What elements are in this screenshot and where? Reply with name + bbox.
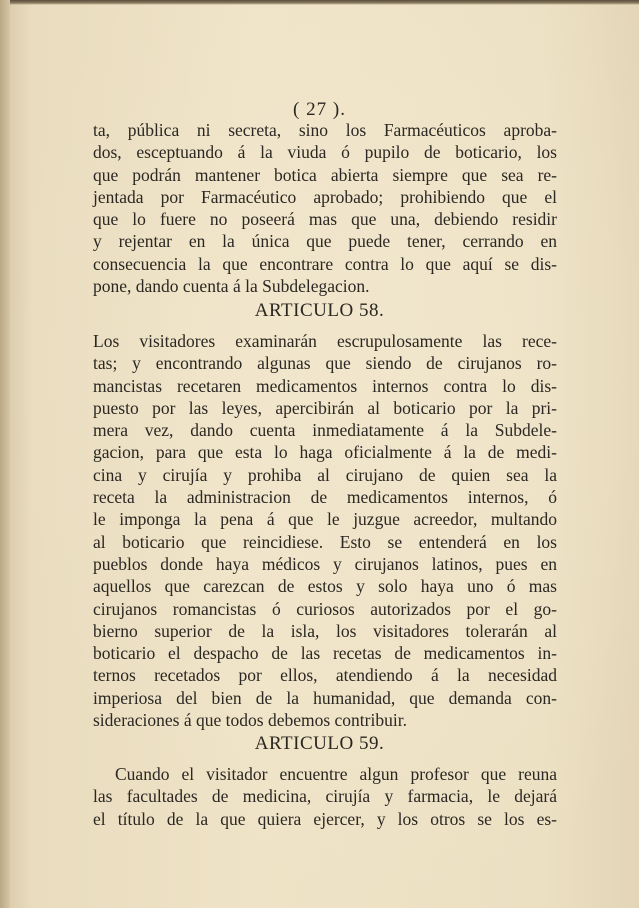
text-line: las facultades de medicina, cirujía y farmacia, le dejará — [93, 786, 557, 807]
text-line: y rejentar en la única que puede tener, cerrando en — [93, 231, 557, 252]
paragraph-continued — [93, 119, 557, 297]
text-line: le imponga la pena á que le juzgue acreedor, multando — [93, 509, 557, 530]
text-line: ta, pública ni secreta, sino los Farmacéuticos aproba- — [93, 120, 557, 140]
text-line: al boticario que reincidiese. Esto se entenderá en los — [93, 531, 557, 552]
text-line: Los visitadores examinarán escrupulosamente las rece- — [93, 331, 557, 351]
text-line: dos, esceptuando á la viuda ó pupilo de boticario, los — [93, 142, 557, 163]
text-line: cirujanos romancistas ó curiosos autorizados por el go- — [93, 598, 557, 619]
article-58-paragraph — [93, 330, 557, 731]
text-line: bierno superior de la isla, los visitadores tolerarán al — [93, 620, 557, 641]
text-line: consecuencia la que encontrare contra lo que aquí se dis- — [93, 253, 557, 274]
text-line: imperiosa del bien de la humanidad, que demanda con- — [93, 687, 557, 708]
text-line: puesto por las leyes, apercibirán al boticario por la pri- — [93, 397, 557, 418]
page-top-edge — [0, 0, 639, 5]
text-line: boticario el despacho de las recetas de medicamentos in- — [93, 643, 557, 664]
article-58-heading: ARTICULO 58. — [254, 300, 385, 321]
text-line: aquellos que carezcan de estos y solo haya uno ó mas — [93, 576, 557, 597]
text-line: pone, dando cuenta á la Subdelegacion. — [93, 276, 370, 297]
text-line: receta la administracion de medicamentos internos, ó — [93, 487, 557, 508]
page-number: ( 27 ). — [293, 99, 346, 120]
article-59-paragraph — [93, 763, 557, 830]
text-line: jentada por Farmacéutico aprobado; prohibiendo que el — [93, 186, 557, 207]
text-line: gacion, para que esta lo haga oficialmente á la de medi- — [93, 442, 557, 463]
text-line: mancistas recetaren medicamentos internos contra lo dis- — [93, 375, 557, 396]
page-binding-edge — [0, 0, 10, 908]
text-line: tas; y encontrando algunas que siendo de cirujanos ro- — [93, 353, 557, 374]
text-line: mera vez, dando cuenta inmediatamente á la Subdele- — [93, 420, 557, 441]
text-line: cina y cirujía y prohiba al cirujano de quien sea la — [93, 464, 557, 485]
text-line: que podrán mantener botica abierta siempre que sea re- — [93, 164, 557, 185]
text-line: ternos recetados por ellos, atendiendo á la necesidad — [93, 665, 557, 686]
text-line: Cuando el visitador encuentre algun profesor que reuna — [115, 764, 557, 784]
text-line: sideraciones á que todos debemos contribuir. — [93, 710, 407, 731]
text-line: el título de la que quiera ejercer, y los otros se los es- — [93, 808, 557, 829]
text-line: pueblos donde haya médicos y cirujanos latinos, pues en — [93, 553, 557, 574]
text-line: que lo fuere no poseerá mas que una, debiendo residir — [93, 209, 557, 230]
article-59-heading: ARTICULO 59. — [254, 733, 385, 754]
